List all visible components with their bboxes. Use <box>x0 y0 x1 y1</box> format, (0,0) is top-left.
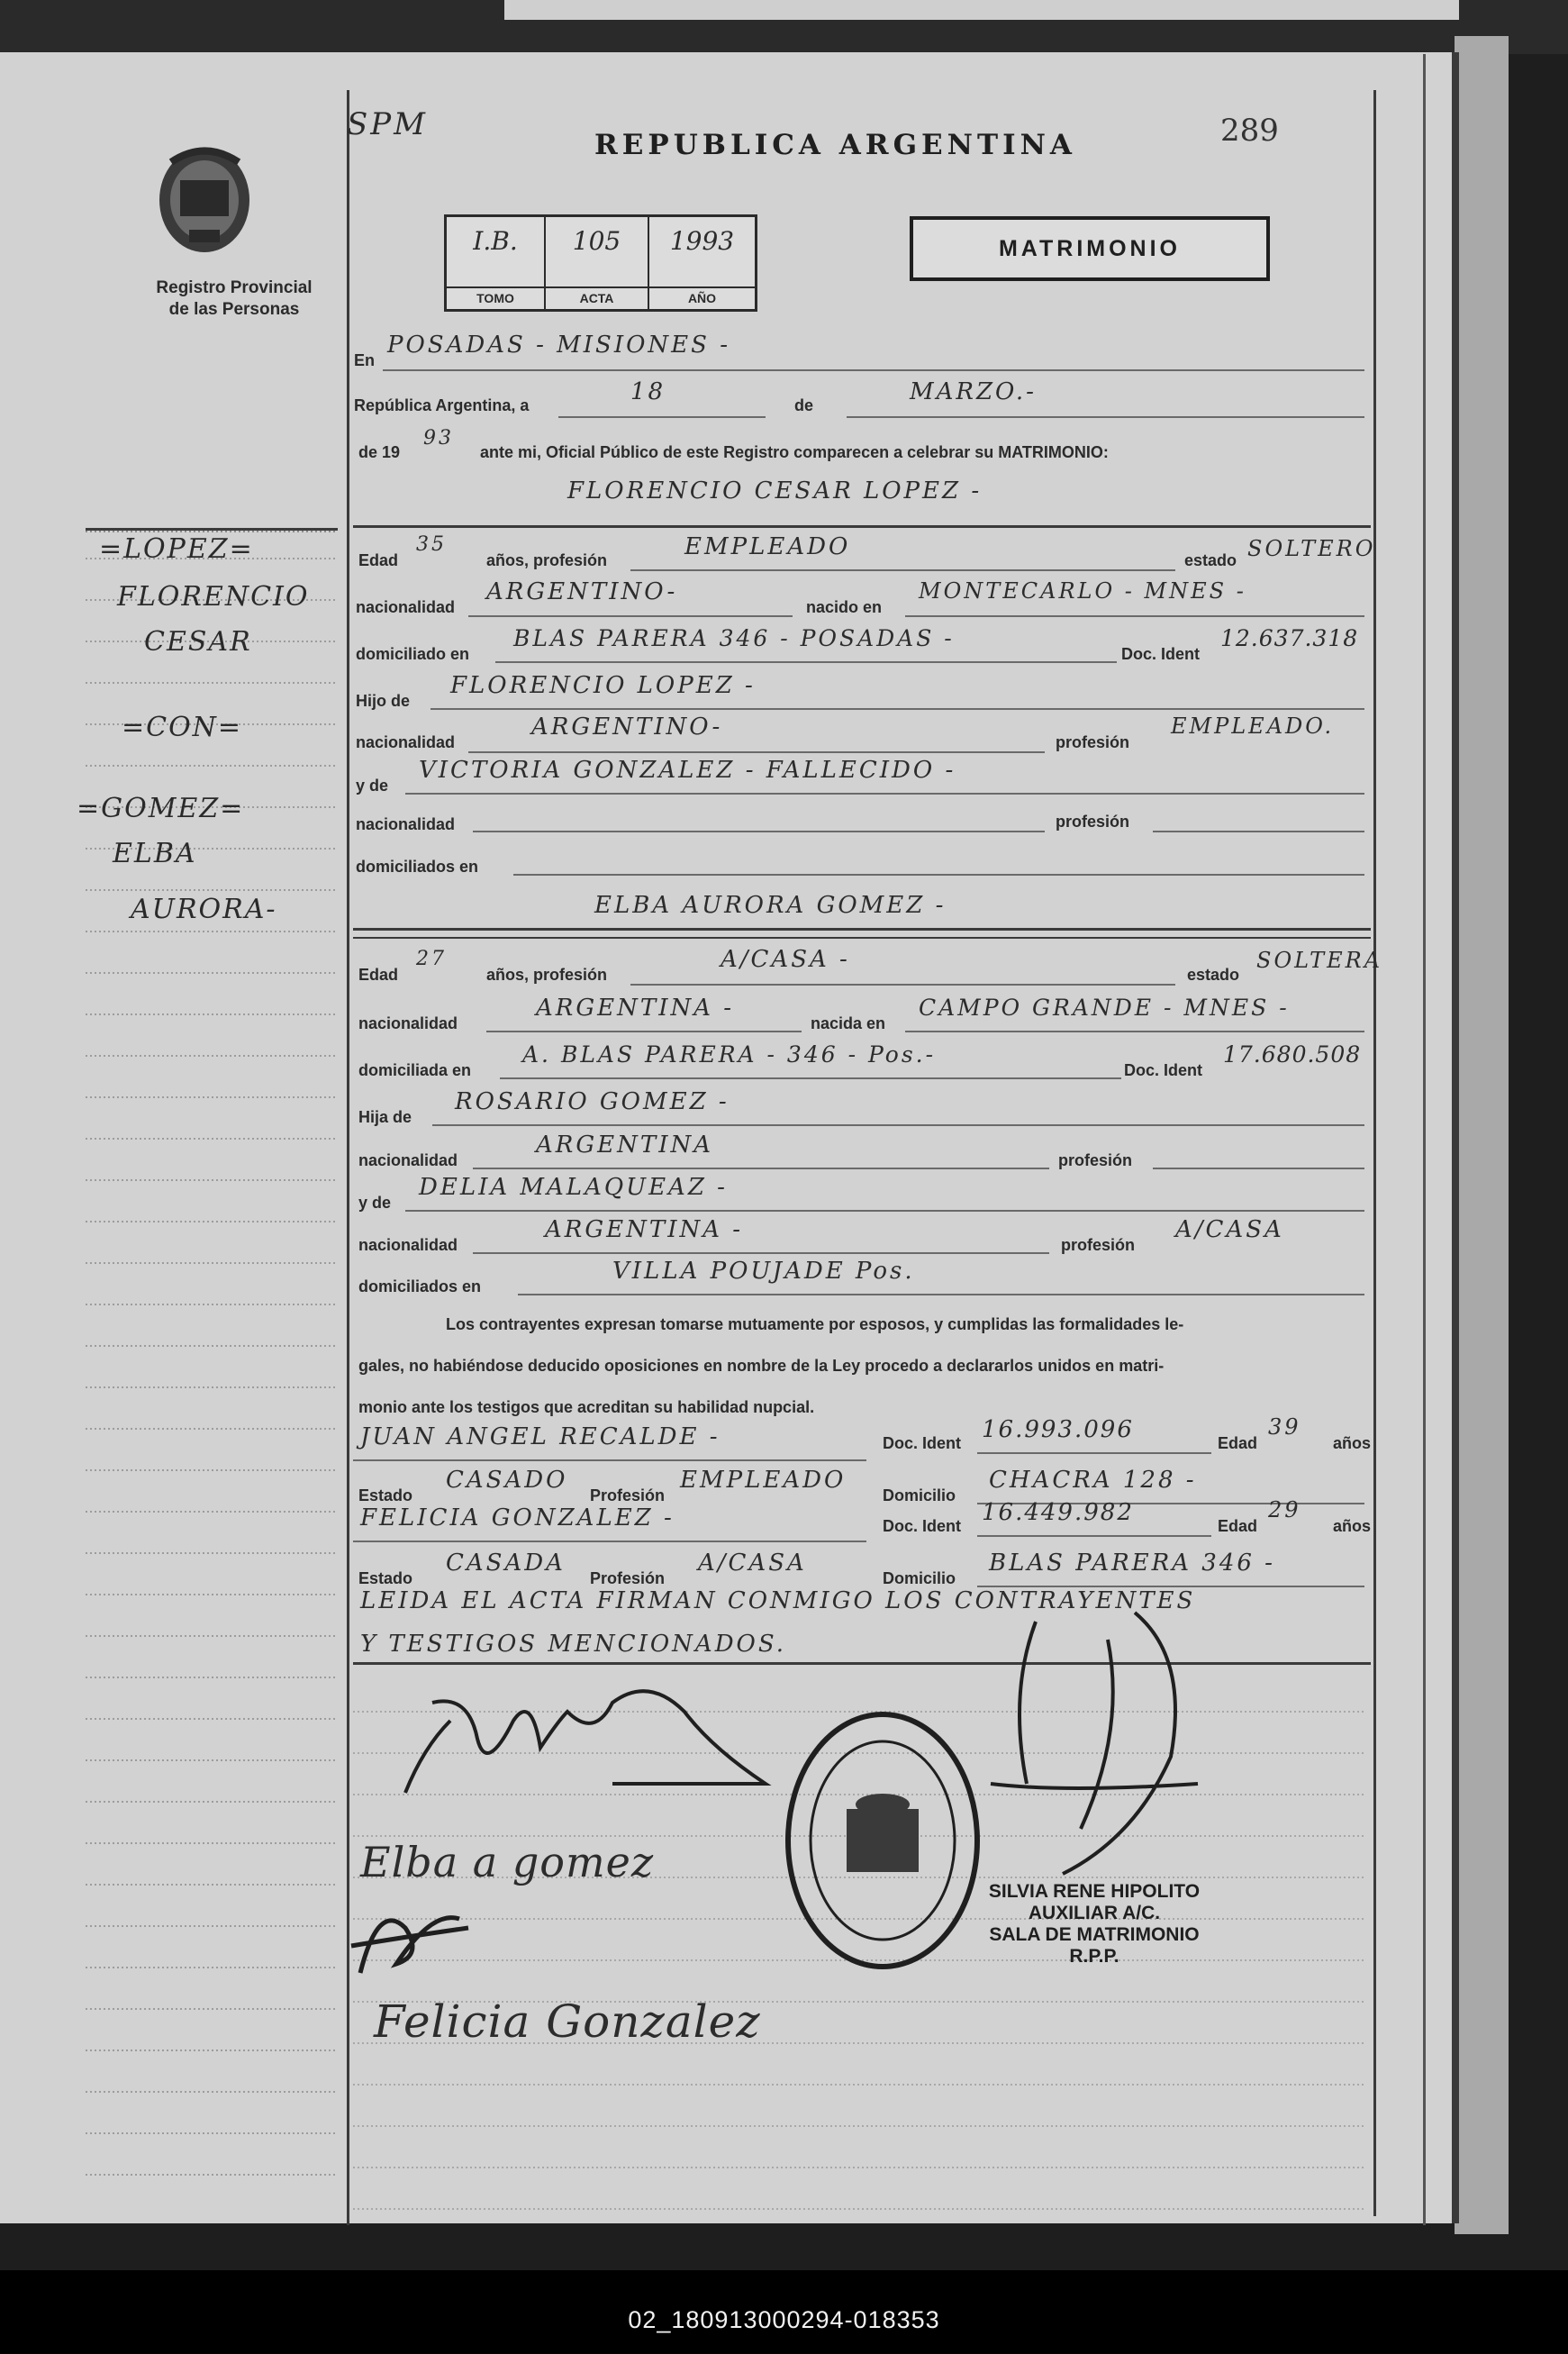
rule <box>405 1210 1364 1212</box>
registry-name-line1: Registro Provincial <box>156 278 313 297</box>
witness1-address: CHACRA 128 - <box>989 1467 1197 1494</box>
estado-label: estado <box>1184 551 1237 569</box>
rule <box>518 1294 1364 1295</box>
margin-bride-surname: =GOMEZ= <box>77 793 245 824</box>
bride-age: 27 <box>416 948 447 970</box>
groom-mother: VICTORIA GONZALEZ - FALLECIDO - <box>419 757 956 784</box>
groom-birthplace: MONTECARLO - MNES - <box>919 578 1246 604</box>
bride-profession: A/CASA - <box>721 946 850 973</box>
tomo-label: TOMO <box>447 286 544 305</box>
bride-edad-label: Edad <box>358 966 399 984</box>
year-suffix: 93 <box>423 427 454 450</box>
witness2-anos-label: años <box>1333 1517 1372 1535</box>
stamp-name: SILVIA RENE HIPOLITO <box>988 1881 1201 1902</box>
witness2-doc: 16.449.982 <box>982 1499 1134 1526</box>
ano-label: AÑO <box>649 286 755 305</box>
republica-label: República Argentina, a <box>354 396 530 414</box>
mother-prof-label: profesión <box>1056 813 1130 831</box>
domiciliada-label: domiciliada en <box>358 1061 472 1079</box>
tomo-cell <box>447 217 546 309</box>
rule <box>495 661 1117 663</box>
bride-doc-number: 17.680.508 <box>1223 1041 1362 1068</box>
margin-ruled-lines <box>86 523 342 2225</box>
rule <box>473 1252 1049 1254</box>
provincial-coat-of-arms-icon <box>153 144 257 257</box>
groom-civil-status: SOLTERO <box>1247 536 1376 561</box>
anos-profesion-label: años, profesión <box>486 551 608 569</box>
rule <box>353 928 1371 931</box>
witness2-edad-label: Edad <box>1218 1517 1258 1535</box>
margin-surname: =LOPEZ= <box>99 533 254 565</box>
bride-mother: DELIA MALAQUEAZ - <box>419 1174 728 1201</box>
margin-first-name: FLORENCIO <box>117 581 310 613</box>
witness1-signature-icon <box>342 1883 477 1991</box>
rule <box>353 525 1371 528</box>
witness2-profession: A/CASA <box>698 1550 807 1577</box>
acta-cell <box>546 217 649 309</box>
margin-middle-name: CESAR <box>144 626 252 658</box>
witness1-domicilio-label: Domicilio <box>883 1486 956 1504</box>
acta-label: ACTA <box>546 286 648 305</box>
groom-address: BLAS PARERA 346 - POSADAS - <box>513 625 955 651</box>
margin-bride-name: ELBA <box>113 838 197 869</box>
registrar-signature-icon <box>901 1604 1252 1883</box>
witness2-profesion-label: Profesión <box>590 1569 666 1587</box>
rule <box>353 1541 866 1542</box>
rule <box>1153 1168 1364 1169</box>
rule <box>468 751 1045 753</box>
rule <box>500 1077 1121 1079</box>
page-binding-rule <box>1423 54 1426 2225</box>
groom-father-nationality: ARGENTINO- <box>531 713 723 741</box>
nacionalidad-label: nacionalidad <box>356 598 456 616</box>
closing-line1: LEIDA EL ACTA FIRMAN CONMIGO LOS CONTRAYENTES <box>360 1587 1196 1614</box>
witness2-signature: Felicia Gonzalez <box>374 1995 761 2048</box>
rule <box>977 1452 1211 1454</box>
witness2-name: FELICIA GONZALEZ - <box>360 1504 675 1531</box>
year-prefix: de 19 <box>358 443 401 461</box>
tomo-acta-ano-table <box>444 214 757 312</box>
bride-mother-nationality: ARGENTINA - <box>545 1216 744 1243</box>
bride-full-name: ELBA AURORA GOMEZ - <box>594 892 947 919</box>
witness1-estado-label: Estado <box>358 1486 413 1504</box>
groom-signature-icon <box>387 1667 784 1802</box>
rule <box>558 416 766 418</box>
groom-father: FLORENCIO LOPEZ - <box>450 672 756 699</box>
tomo-value: I.B. <box>473 226 518 256</box>
declaration-line2: gales, no habiéndose deducido oposiciones en nombre de la Ley procedo a declararlos unidos en matri- <box>358 1357 1165 1375</box>
bride-domiciliados-label: domiciliados en <box>358 1277 482 1295</box>
father-prof-label: profesión <box>1056 733 1130 751</box>
bride-estado-label: estado <box>1187 966 1240 984</box>
hija-label: Hija de <box>358 1108 412 1126</box>
day: 18 <box>630 378 666 405</box>
witness2-status: CASADA <box>446 1550 566 1577</box>
rule <box>383 369 1364 371</box>
bride-y-de-label: y de <box>358 1194 392 1212</box>
witness1-name: JUAN ANGEL RECALDE - <box>360 1423 721 1450</box>
bride-nationality: ARGENTINA - <box>536 995 735 1022</box>
bride-civil-status: SOLTERA <box>1256 948 1383 973</box>
bride-parents-address: VILLA POUJADE Pos. <box>612 1258 915 1285</box>
groom-age: 35 <box>416 533 447 556</box>
father-nat-label: nacionalidad <box>356 733 456 751</box>
ano-cell <box>649 217 755 309</box>
bride-father-prof-label: profesión <box>1058 1151 1133 1169</box>
margin-con: =CON= <box>122 712 243 743</box>
closing-line2: Y TESTIGOS MENCIONADOS. <box>360 1631 787 1658</box>
rule <box>353 1459 866 1461</box>
place: POSADAS - MISIONES - <box>387 332 731 359</box>
bride-birthplace: CAMPO GRANDE - MNES - <box>919 995 1290 1021</box>
stamp-title: AUXILIAR A/C. <box>1028 1903 1161 1923</box>
witness1-profession: EMPLEADO <box>680 1467 847 1494</box>
rule <box>486 1031 802 1032</box>
witness1-doc: 16.993.096 <box>982 1416 1134 1443</box>
witness1-edad-label: Edad <box>1218 1434 1258 1452</box>
en-label: En <box>354 351 376 369</box>
rule <box>630 569 1175 571</box>
nacido-label: nacido en <box>806 598 883 616</box>
page-title: REPUBLICA ARGENTINA <box>594 129 1076 161</box>
image-id-caption: 02_180913000294-018353 <box>628 2306 940 2333</box>
rule <box>473 1168 1049 1169</box>
rule <box>977 1535 1211 1537</box>
bride-signature: Elba a gomez <box>360 1838 655 1886</box>
hijo-label: Hijo de <box>356 692 411 710</box>
witness1-age: 39 <box>1268 1414 1301 1440</box>
rule <box>905 1031 1364 1032</box>
domiciliado-label: domiciliado en <box>356 645 470 663</box>
bride-mother-profession: A/CASA <box>1175 1216 1284 1243</box>
rule <box>630 984 1175 986</box>
witness2-estado-label: Estado <box>358 1569 413 1587</box>
margin-bride-middle-name: AURORA- <box>131 894 277 925</box>
corner-mark: SPM <box>347 106 428 142</box>
acta-value: 105 <box>572 226 621 256</box>
rule <box>473 831 1045 832</box>
top-page-strip <box>504 0 1459 20</box>
month: MARZO.- <box>910 378 1037 405</box>
doc-label: Doc. Ident <box>1121 645 1201 663</box>
rule <box>905 615 1364 617</box>
bride-address: A. BLAS PARERA - 346 - Pos.- <box>522 1041 937 1068</box>
page-edge <box>1455 36 1509 2234</box>
mother-nat-label: nacionalidad <box>356 815 456 833</box>
intro-statement: ante mi, Oficial Público de este Registro comparecen a celebrar su MATRIMONIO: <box>480 443 1109 461</box>
registrar-stamp <box>959 1881 1229 1968</box>
groom-full-name: FLORENCIO CESAR LOPEZ - <box>567 477 983 504</box>
page-number: 289 <box>1220 113 1279 149</box>
nacida-label: nacida en <box>811 1014 886 1032</box>
ano-value: 1993 <box>669 226 735 256</box>
rule <box>432 1124 1364 1126</box>
record-type-box: MATRIMONIO <box>910 216 1270 281</box>
de-label: de <box>794 396 814 414</box>
groom-doc-number: 12.637.318 <box>1220 625 1359 651</box>
registry-name-line2: de las Personas <box>168 300 300 319</box>
rule <box>513 874 1364 876</box>
stamp-initials: R.P.P. <box>1069 1946 1119 1967</box>
witness2-age: 29 <box>1268 1497 1301 1522</box>
rule <box>468 615 793 617</box>
witness1-anos-label: años <box>1333 1434 1372 1452</box>
bride-nacionalidad-label: nacionalidad <box>358 1014 458 1032</box>
declaration-line3: monio ante los testigos que acreditan su habilidad nupcial. <box>358 1398 815 1416</box>
margin-top-rule <box>86 528 338 531</box>
witness2-doc-label: Doc. Ident <box>883 1517 962 1535</box>
right-rule <box>1373 90 1376 2216</box>
rule <box>1153 831 1364 832</box>
rule <box>405 793 1364 795</box>
rule <box>353 937 1371 939</box>
bride-doc-label: Doc. Ident <box>1124 1061 1203 1079</box>
groom-profession: EMPLEADO <box>684 533 851 560</box>
declaration-line1: Los contrayentes expresan tomarse mutuamente por esposos, y cumplidas las formalidades le- <box>446 1315 1184 1333</box>
bride-mother-prof-label: profesión <box>1061 1236 1136 1254</box>
registry-name <box>99 277 369 321</box>
witness2-domicilio-label: Domicilio <box>883 1569 956 1587</box>
domiciliados-label: domiciliados en <box>356 858 479 876</box>
y-de-label: y de <box>356 777 389 795</box>
witness2-address: BLAS PARERA 346 - <box>989 1550 1275 1577</box>
rule <box>847 416 1364 418</box>
bride-mother-nat-label: nacionalidad <box>358 1236 458 1254</box>
bride-father-nat-label: nacionalidad <box>358 1151 458 1169</box>
witness1-doc-label: Doc. Ident <box>883 1434 962 1452</box>
edad-label: Edad <box>358 551 399 569</box>
bride-father-nationality: ARGENTINA <box>536 1132 713 1159</box>
groom-nationality: ARGENTINO- <box>486 578 678 605</box>
witness1-status: CASADO <box>446 1467 568 1494</box>
stamp-office: SALA DE MATRIMONIO <box>989 1924 1200 1945</box>
witness1-profesion-label: Profesión <box>590 1486 666 1504</box>
bride-anos-profesion-label: años, profesión <box>486 966 608 984</box>
rule <box>431 708 1364 710</box>
groom-father-profession: EMPLEADO. <box>1171 713 1335 739</box>
bride-father: ROSARIO GOMEZ - <box>455 1088 730 1115</box>
